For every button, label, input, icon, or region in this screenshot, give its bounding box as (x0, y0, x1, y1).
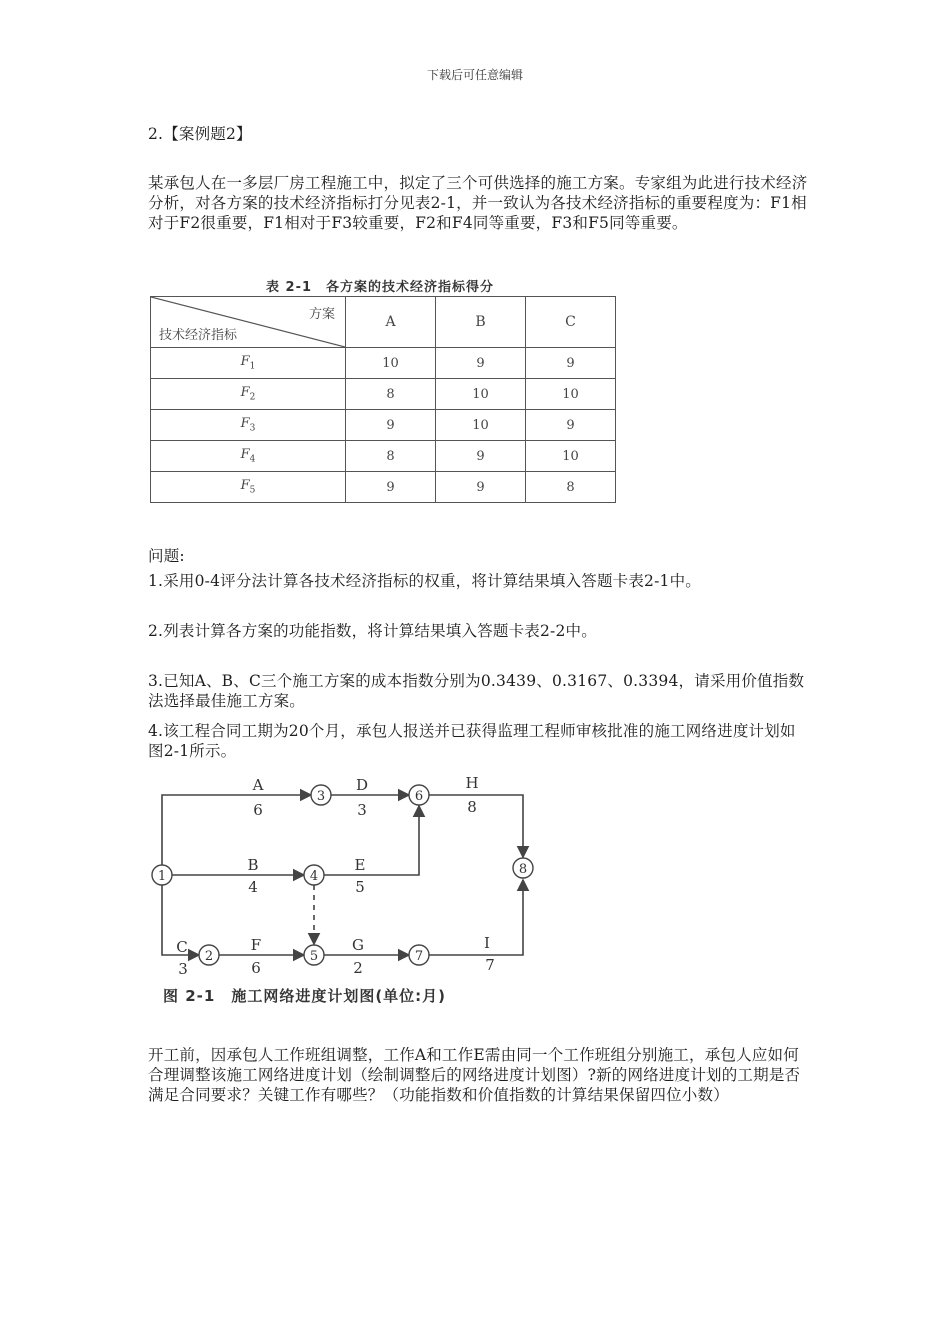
question-3: 3.已知A、B、C三个施工方案的成本指数分别为0.3439、0.3167、0.3394，请采用价值指数法选择最佳施工方案。 (148, 672, 805, 710)
row-label: $F_4$ (151, 441, 346, 472)
question-title: 2.【案例题2】 (148, 125, 252, 143)
table-cell: 10 (526, 441, 616, 472)
node-label: 1 (157, 869, 167, 884)
table-cell: 10 (346, 348, 436, 379)
activity-name: I (484, 934, 490, 952)
table-cell: 9 (436, 472, 526, 503)
activity-name: B (247, 856, 259, 874)
row-label: $F_3$ (151, 410, 346, 441)
activity-duration: 6 (253, 801, 263, 819)
activity-name: H (465, 774, 479, 792)
activity-duration: 6 (251, 959, 261, 977)
table-row (151, 441, 616, 472)
activity-name: A (252, 776, 264, 794)
corner-label-indicator: 技术经济指标 (159, 328, 238, 343)
question-2: 2.列表计算各方案的功能指数，将计算结果填入答题卡表2-2中。 (148, 622, 597, 640)
column-header-c: C (526, 297, 616, 348)
table-cell: 9 (526, 410, 616, 441)
activity-duration: 5 (355, 878, 365, 896)
questions-heading: 问题: (148, 547, 185, 565)
activity-name: D (355, 776, 369, 794)
table-cell: 10 (436, 379, 526, 410)
activity-duration: 7 (485, 956, 495, 974)
table-cell: 10 (526, 379, 616, 410)
activity-duration: 8 (467, 798, 477, 816)
row-label: $F_5$ (151, 472, 346, 503)
node-label: 2 (204, 949, 214, 964)
corner-label-scheme: 方案 (308, 307, 335, 322)
final-paragraph: 开工前，因承包人工作班组调整，工作A和工作E需由同一个工作班组分别施工，承包人应如何合理调整该施工网络进度计划（绘制调整后的网络进度计划图）?新的网络进度计划的工期是否满足合同要求？关键工作有哪些？（功能指数和价值指数的计算结果保留四位小数） (148, 1046, 801, 1104)
column-header-b: B (436, 297, 526, 348)
activity-name: G (352, 936, 364, 954)
activity-duration: 4 (248, 878, 258, 896)
figure-caption: 图 2-1 施工网络进度计划图(单位:月) (163, 987, 447, 1005)
activity-name: E (354, 856, 366, 874)
intro-paragraph: 某承包人在一多层厂房工程施工中，拟定了三个可供选择的施工方案。专家组为此进行技术经济分析，对各方案的技术经济指标打分见表2-1，并一致认为各技术经济指标的重要程度为：F1相对于F2很重要，F1相对于F3较重要，F2和F4同等重要，F3和F5同等重要。 (148, 174, 808, 232)
question-4: 4.该工程合同工期为20个月，承包人报送并已获得监理工程师审核批准的施工网络进度计划如图2-1所示。 (148, 722, 796, 760)
table-cell: 9 (346, 410, 436, 441)
table-row (151, 379, 616, 410)
table-cell: 9 (526, 348, 616, 379)
table-caption: 表 2-1 各方案的技术经济指标得分 (266, 280, 495, 295)
node-label: 6 (414, 789, 424, 804)
table-cell: 8 (346, 379, 436, 410)
table-cell: 10 (436, 410, 526, 441)
node-label: 8 (518, 862, 528, 877)
node-label: 3 (316, 789, 326, 804)
activity-arrow-e (324, 806, 419, 875)
table-corner-cell (151, 297, 346, 348)
score-table (150, 296, 616, 503)
table-row (151, 348, 616, 379)
node-label: 4 (309, 869, 319, 884)
table-cell: 9 (436, 441, 526, 472)
row-label: $F_2$ (151, 379, 346, 410)
activity-name: F (250, 936, 262, 954)
activity-arrow-i (429, 880, 523, 955)
page-header: 下载后可任意编辑 (426, 68, 523, 82)
table-header-row (151, 297, 616, 348)
table-row (151, 472, 616, 503)
activity-arrow-a (162, 795, 311, 865)
table-cell: 8 (346, 441, 436, 472)
network-diagram (140, 770, 560, 980)
activity-duration: 3 (178, 960, 188, 978)
question-1: 1.采用0-4评分法计算各技术经济指标的权重，将计算结果填入答题卡表2-1中。 (148, 572, 702, 590)
row-label: $F_1$ (151, 348, 346, 379)
node-label: 5 (309, 949, 319, 964)
table-row (151, 410, 616, 441)
activity-duration: 3 (357, 801, 367, 819)
activity-name: C (176, 938, 188, 956)
column-header-a: A (346, 297, 436, 348)
table-cell: 8 (526, 472, 616, 503)
table-cell: 9 (436, 348, 526, 379)
activity-duration: 2 (353, 959, 363, 977)
node-label: 7 (414, 949, 424, 964)
table-cell: 9 (346, 472, 436, 503)
